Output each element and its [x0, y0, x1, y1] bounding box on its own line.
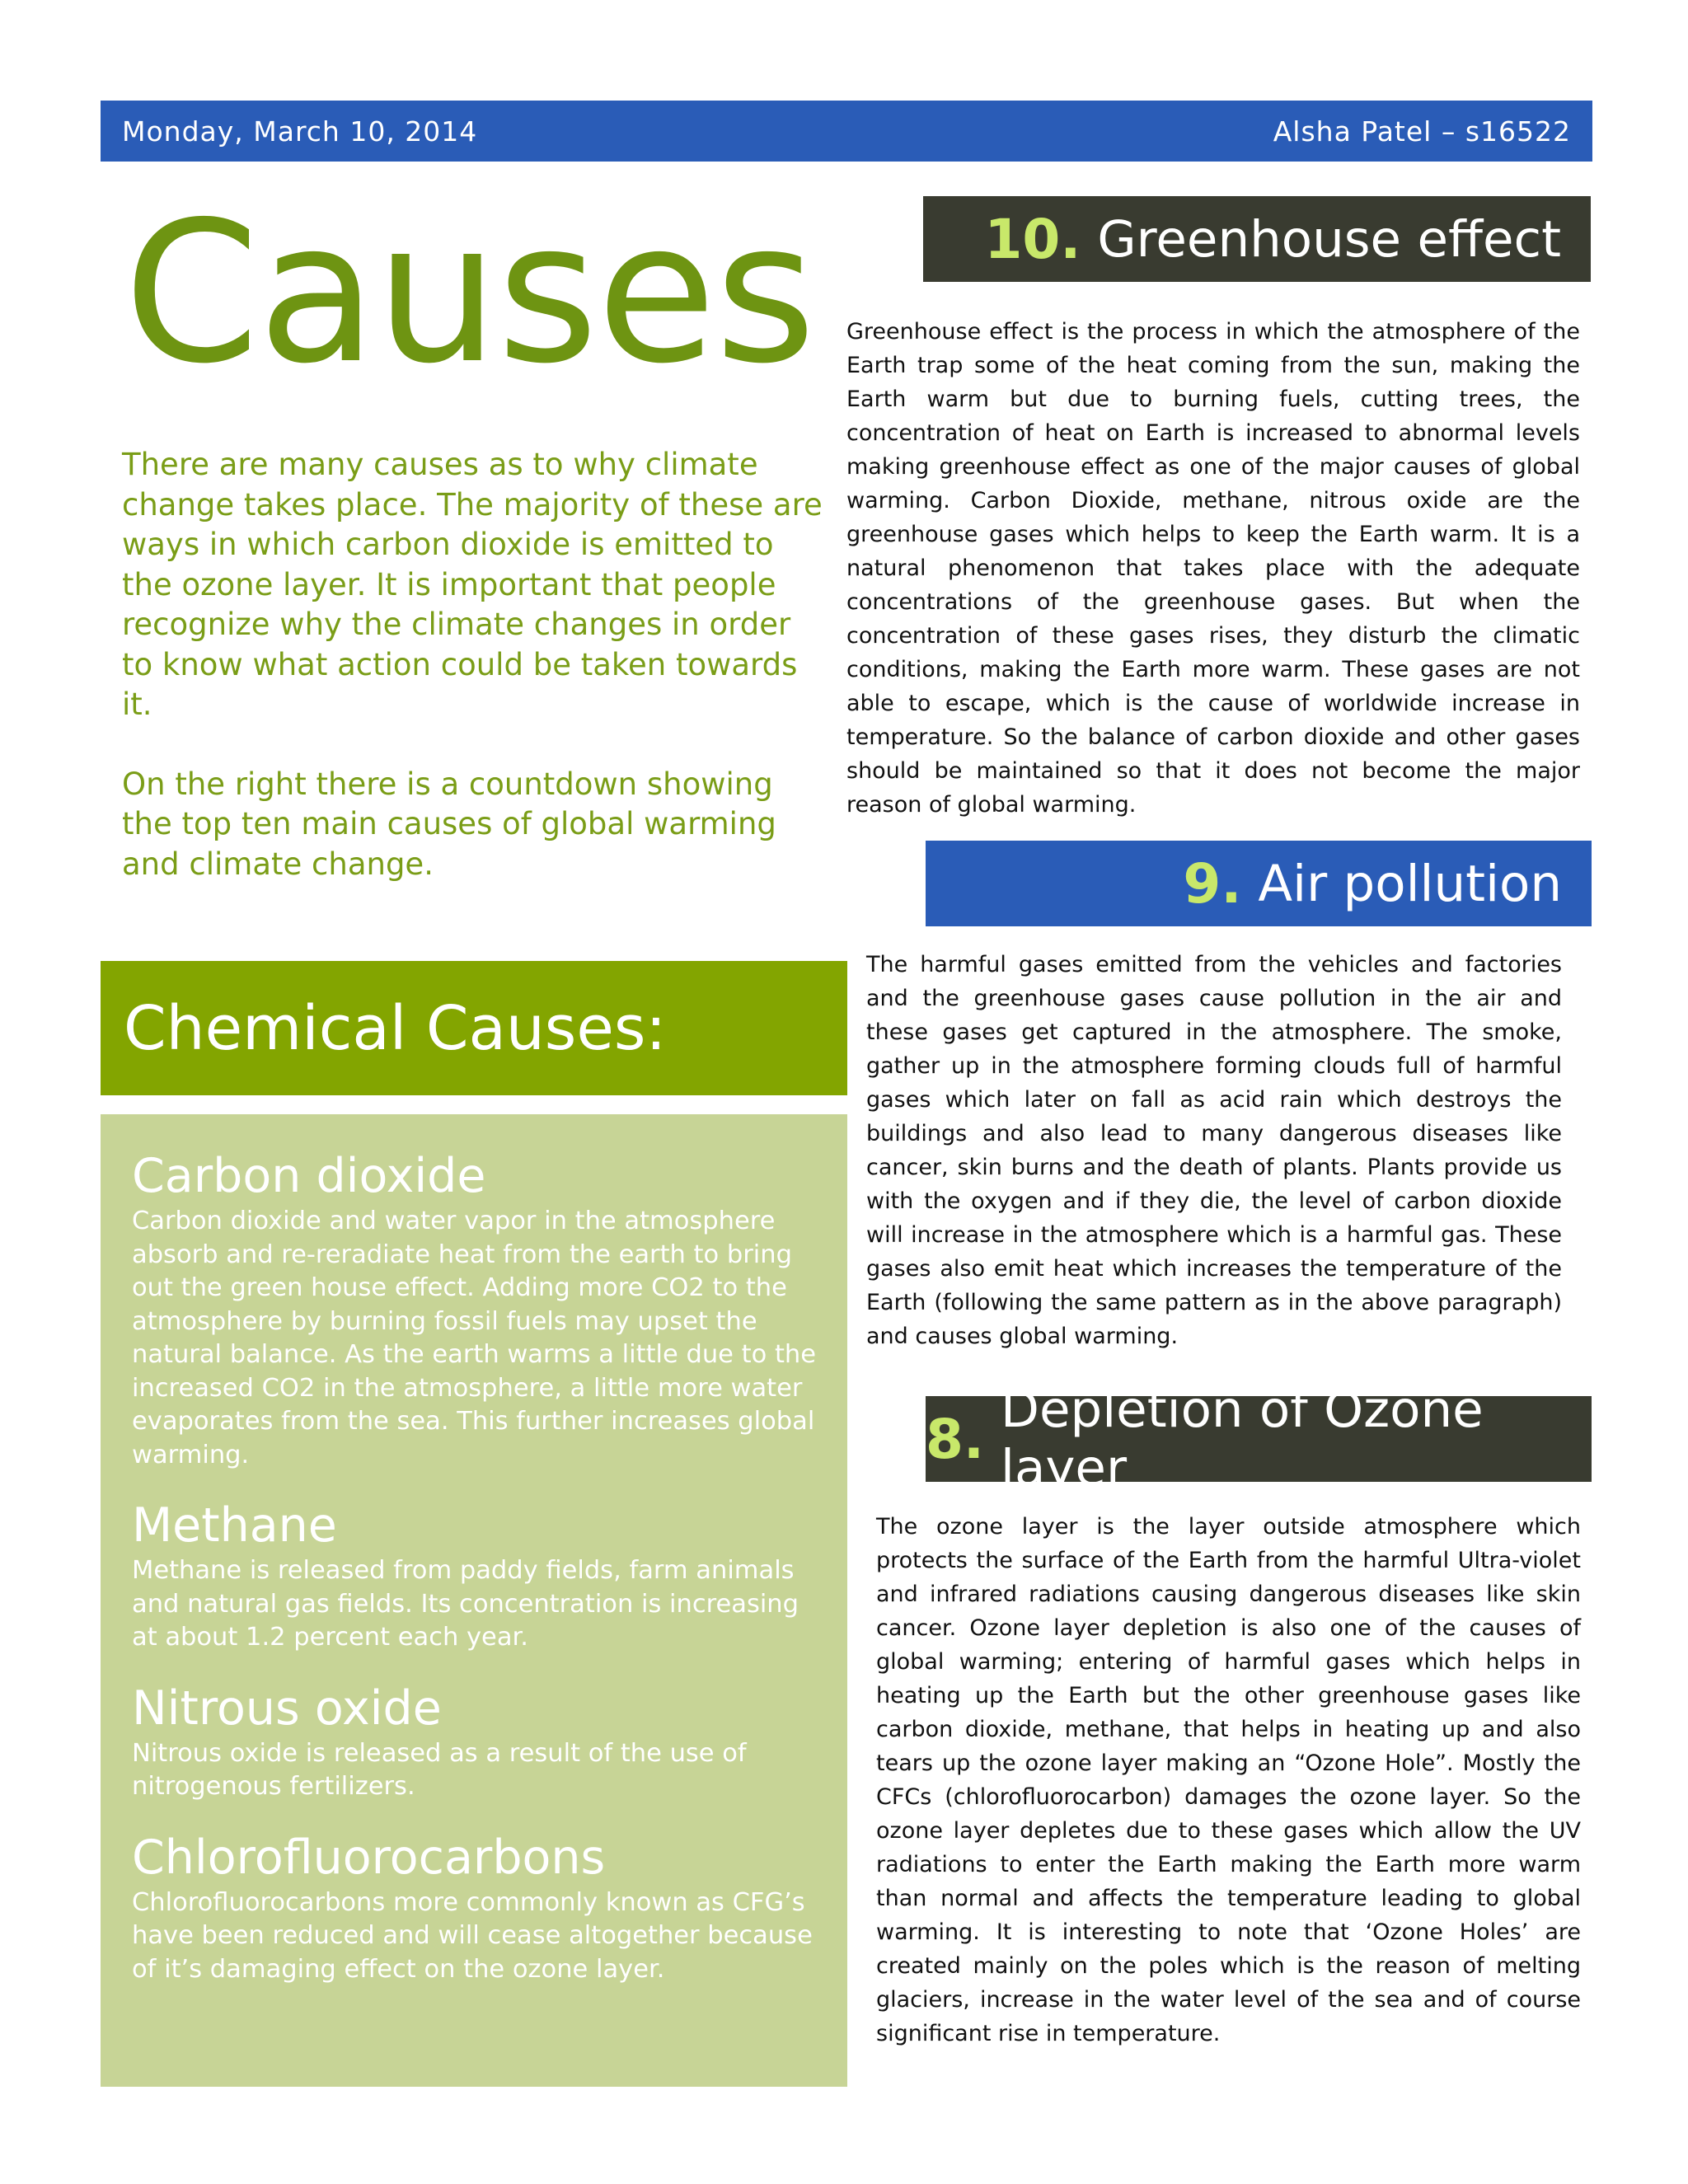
chemical-item-title: Chlorofluorocarbons — [132, 1830, 606, 1885]
section-9-title: Air pollution — [1258, 854, 1562, 913]
header-bar — [101, 101, 1592, 162]
intro-paragraph-1: There are many causes as to why climate change takes place. The majority of these are ways in which carbon dioxide is emitted to the ozone layer. It is important that people recognize why the climate changes in order to know what action could be taken towards it. — [122, 447, 823, 722]
section-9-number: 9. — [1183, 851, 1242, 916]
chemical-item-text: Methane is released from paddy fields, farm animals and natural gas fields. Its concentration is increasing at about 1.2 percent each year. — [132, 1556, 799, 1652]
section-9-text: The harmful gases emitted from the vehicles and factories and the greenhouse gases cause pollution in the air and these gases get captured in the atmosphere. The smoke, gather up in the atmosphere forming clouds full of harmful gases which later on fall as acid rain which destroys the buildings and also lead to many dangerous diseases like cancer, skin burns and the death of plants. Plants provide us with the oxygen and if they die, the level of carbon dioxide will increase in the atmosphere which is a harmful gas. These gases also emit heat which increases the temperature of the Earth (following the same pattern as in the above paragraph) and causes global warming. — [866, 952, 1562, 1349]
page-title: Causes — [124, 180, 815, 406]
section-8-title: Depletion of Ozone layer — [1001, 1380, 1484, 1497]
chemical-item-methane — [132, 1497, 818, 1655]
chemical-item-carbon-dioxide — [132, 1147, 818, 1472]
header-date: Monday, March 10, 2014 — [122, 115, 478, 148]
section-10-title: Greenhouse effect — [1097, 209, 1561, 269]
chemical-item-text: Nitrous oxide is released as a result of the use of nitrogenous fertilizers. — [132, 1738, 747, 1801]
section-8-text: The ozone layer is the layer outside atmosphere which protects the surface of the Earth from the harmful Ultra-violet and infrared radiations causing dangerous diseases like skin cancer. Ozone layer depletion is also one of the causes of global warming; entering of harmful gases which helps in heating up the Earth but the other greenhouse gases like carbon dioxide, methane, that helps in heating up and also tears up the ozone layer making an “Ozone Hole”. Mostly the CFCs (chlorofluorocarbon) damages the ozone layer. So the ozone layer depletes due to these gases which allow the UV radiations to enter the Earth making the Earth more warm than normal and affects the temperature leading to global warming. It is interesting to note that ‘Ozone Holes’ are created mainly on the poles which is the reason of melting glaciers, increase in the water level of the sea and of course significant rise in temperature. — [876, 1514, 1581, 2046]
chemical-causes-header — [101, 961, 847, 1095]
section-10-number: 10. — [984, 207, 1081, 271]
section-10-header — [923, 196, 1591, 282]
chemical-item-chlorofluorocarbons — [132, 1829, 818, 1987]
chemical-causes-panel — [101, 1114, 847, 2087]
chemical-causes-heading: Chemical Causes: — [124, 992, 667, 1064]
intro-paragraph-2: On the right there is a countdown showing the top ten main causes of global warming and climate change. — [122, 766, 776, 882]
chemical-item-title: Methane — [132, 1498, 337, 1553]
chemical-item-nitrous-oxide — [132, 1680, 818, 1804]
section-8-number: 8. — [926, 1407, 984, 1471]
header-author: Alsha Patel – s16522 — [1273, 115, 1571, 148]
section-10-text: Greenhouse effect is the process in which the atmosphere of the Earth trap some of the heat coming from the sun, making the Earth warm but due to burning fuels, cutting trees, the concentration of heat on Earth is increased to abnormal levels making greenhouse effect as one of the major causes of global warming. Carbon Dioxide, methane, nitrous oxide are the greenhouse gases which helps to keep the Earth warm. It is a natural phenomenon that takes place with the adequate concentrations of the greenhouse gases. But when the concentration of these gases rises, they disturb the climatic conditions, making the Earth more warm. These gases are not able to escape, which is the cause of worldwide increase in temperature. So the balance of carbon dioxide and other gases should be maintained so that it does not become the major reason of global warming. — [846, 319, 1580, 818]
chemical-item-title: Nitrous oxide — [132, 1680, 442, 1736]
section-9-header — [926, 841, 1592, 926]
intro — [122, 445, 823, 924]
chemical-item-text: Chlorofluorocarbons more commonly known as CFG’s have been reduced and will cease altogether because of it’s damaging effect on the ozone layer. — [132, 1887, 813, 1984]
chemical-item-text: Carbon dioxide and water vapor in the atmosphere absorb and re-reradiate heat from the earth to bring out the green house effect. Adding more CO2 to the atmosphere by burning fossil fuels may upset the natural balance. As the earth warms a little due to the increased CO2 in the atmosphere, a little more water evaporates from the sea. This further increases global warming. — [132, 1207, 816, 1469]
section-8-header — [926, 1380, 1592, 1497]
chemical-item-title: Carbon dioxide — [132, 1149, 486, 1203]
